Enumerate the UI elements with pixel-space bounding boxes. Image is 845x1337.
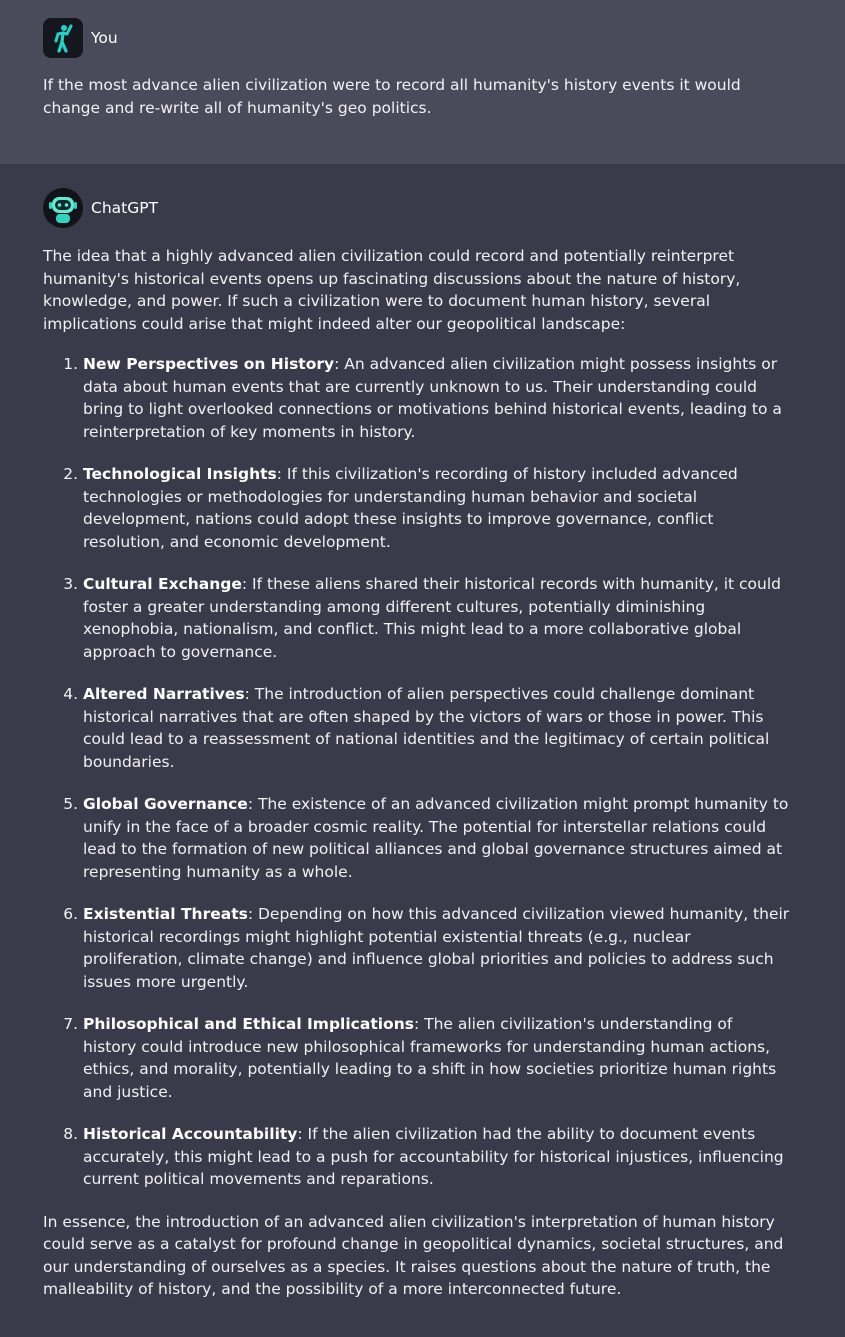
list-item-title: Altered Narratives: [83, 685, 245, 703]
person-waving-icon: [47, 22, 79, 54]
assistant-avatar: [43, 188, 83, 228]
list-item-text: : The introduction of alien perspectives could challenge dominant historical narratives that are often shaped by the victors of wars or those in power. This could lead to a reassessment of national identities and the legitimacy of certain political boundaries.: [83, 685, 770, 771]
list-item-title: Cultural Exchange: [83, 575, 242, 593]
list-item-text: : The existence of an advanced civilization might prompt humanity to unify in the face of a broader cosmic reality. The potential for interstellar relations could lead to the formation of new political alliances and global governance structures aimed at representing humanity as a whole.: [83, 795, 789, 881]
list-item-title: New Perspectives on History: [83, 355, 335, 373]
list-item-title: Technological Insights: [83, 465, 277, 483]
user-name: You: [91, 29, 118, 47]
list-item-text: : An advanced alien civilization might possess insights or data about human events that are currently unknown to us. Their understanding could bring to light overlooked connections or motivations behind historical events, leading to a reinterpretation of key moments in history.: [83, 355, 782, 441]
list-item: [83, 573, 790, 663]
list-item-title: Historical Accountability: [83, 1125, 298, 1143]
list-item: [83, 1123, 790, 1191]
list-item-text: : Depending on how this advanced civilization viewed humanity, their historical recordings might highlight potential existential threats (e.g., nuclear proliferation, climate change) and influence global priorities and policies to address such issues more urgently.: [83, 905, 790, 991]
list-item: [83, 353, 790, 443]
list-item: [83, 463, 790, 553]
list-item: [83, 903, 790, 993]
list-item-text: : If this civilization's recording of history included advanced technologies or methodologies for understanding human behavior and societal development, nations could adopt these insights to improve governance, conflict resolution, and economic development.: [83, 465, 738, 551]
list-item: [83, 1013, 790, 1103]
user-message-text: If the most advance alien civilization were to record all humanity's history events it would change and re-write all of humanity's geo politics.: [43, 76, 741, 117]
list-item-title: Existential Threats: [83, 905, 248, 923]
assistant-name: ChatGPT: [91, 199, 159, 217]
list-item-text: : If the alien civilization had the ability to document events accurately, this might lead to a push for accountability for historical injustices, influencing current political movements and reparations.: [83, 1125, 784, 1188]
assistant-outro: In essence, the introduction of an advanced alien civilization's interpretation of human history could serve as a catalyst for profound change in geopolitical dynamics, societal structures, and our understanding of ourselves as a species. It raises questions about the nature of truth, the malleability of history, and the possibility of a more interconnected future.: [43, 1212, 784, 1298]
assistant-header: [43, 188, 802, 228]
list-item-text: : If these aliens shared their historical records with humanity, it could foster a greater understanding among different cultures, potentially diminishing xenophobia, nationalism, and conflict. This might lead to a more collaborative global approach to governance.: [83, 575, 782, 661]
user-header: [43, 18, 802, 58]
assistant-message-block: [0, 164, 845, 1337]
list-item-title: Global Governance: [83, 795, 248, 813]
list-item-title: Philosophical and Ethical Implications: [83, 1015, 414, 1033]
robot-icon: [43, 188, 83, 228]
list-item: [83, 683, 790, 773]
implications-list: [43, 353, 802, 1191]
user-message-block: [0, 0, 845, 164]
user-avatar: [43, 18, 83, 58]
list-item-text: : The alien civilization's understanding of history could introduce new philosophical frameworks for understanding human actions, ethics, and morality, potentially leading to a shift in how societies prioritize human rights and justice.: [83, 1015, 777, 1101]
assistant-intro: The idea that a highly advanced alien civilization could record and potentially reinterpret humanity's historical events opens up fascinating discussions about the nature of history, knowledge, and power. If such a civilization were to document human history, several implications could arise that might indeed alter our geopolitical landscape:: [43, 247, 741, 333]
list-item: [83, 793, 790, 883]
